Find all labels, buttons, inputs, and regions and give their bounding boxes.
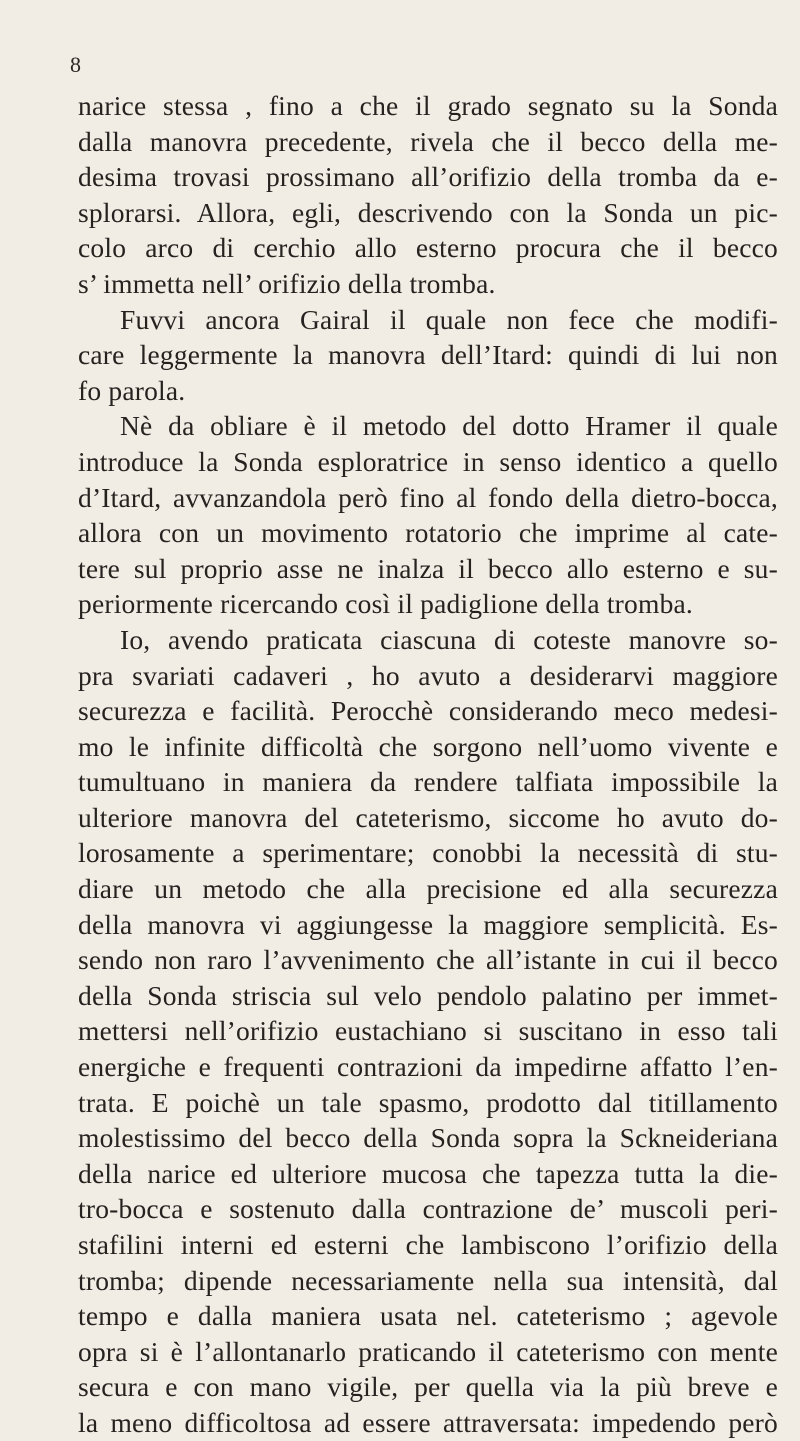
text-line: mettersi nell’orifizio eustachiano si suscitano in esso tali xyxy=(78,1015,778,1047)
text-line: Fuvvi ancora Gairal il quale non fece che modifi- xyxy=(120,303,778,335)
text-line: tromba; dipende necessariamente nella sua intensità, dal xyxy=(78,1264,778,1296)
text-line: narice stessa , fino a che il grado segnato su la Sonda xyxy=(78,90,778,121)
text-line: Io, avendo praticata ciascuna di coteste manovre so- xyxy=(120,623,778,655)
text-line: introduce la Sonda esploratrice in senso identico a quello xyxy=(78,445,778,477)
body-text xyxy=(78,88,778,1441)
text-line: splorarsi. Allora, egli, descrivendo con la Sonda un pic- xyxy=(78,196,778,228)
text-line: tere sul proprio asse ne inalza il becco allo esterno e su- xyxy=(78,552,778,584)
text-line: della manovra vi aggiungesse la maggiore semplicità. Es- xyxy=(78,908,778,940)
text-line: della narice ed ulteriore mucosa che tapezza tutta la die- xyxy=(78,1157,778,1189)
text-line: s’ immetta nell’ orifizio della tromba. xyxy=(78,267,496,299)
page-number: 8 xyxy=(70,52,81,77)
text-line: colo arco di cerchio allo esterno procura che il becco xyxy=(78,232,778,264)
text-line: sendo non raro l’avvenimento che all’istante in cui il becco xyxy=(78,944,778,976)
text-line: opra si è l’allontanarlo praticando il cateterismo con mente xyxy=(78,1335,778,1367)
text-line: trata. E poichè un tale spasmo, prodotto dal titillamento xyxy=(78,1086,778,1118)
text-line: care leggermente la manovra dell’Itard: quindi di lui non xyxy=(78,339,778,371)
text-line: Nè da obliare è il metodo del dotto Hramer il quale xyxy=(120,410,778,442)
text-line: della Sonda striscia sul velo pendolo palatino per immet- xyxy=(78,979,778,1011)
text-line: periormente ricercando così il padiglione della tromba. xyxy=(78,588,694,620)
text-line: la meno difficoltosa ad essere attraversata: impedendo però xyxy=(78,1406,778,1438)
text-line: fo parola. xyxy=(78,374,186,406)
text-line: secura e con mano vigile, per quella via la più breve e xyxy=(78,1371,778,1403)
text-line: energiche e frequenti contrazioni da impedirne affatto l’en- xyxy=(78,1051,778,1083)
text-line: lorosamente a sperimentare; conobbi la necessità di stu- xyxy=(78,837,778,869)
text-line: ulteriore manovra del cateterismo, siccome ho avuto do- xyxy=(78,801,778,833)
text-line: allora con un movimento rotatorio che imprime al cate- xyxy=(78,517,778,549)
text-line: d’Itard, avvanzandola però fino al fondo della dietro-bocca, xyxy=(78,481,778,513)
text-line: mo le infinite difficoltà che sorgono nell’uomo vivente e xyxy=(78,730,778,762)
text-line: stafilini interni ed esterni che lambiscono l’orifizio della xyxy=(78,1229,778,1260)
text-line: securezza e facilità. Perocchè considerando meco medesi- xyxy=(78,695,778,727)
text-line: tempo e dalla maniera usata nel. cateterismo ; agevole xyxy=(78,1300,778,1332)
text-line: desima trovasi prossimano all’orifizio della tromba da e- xyxy=(78,161,778,193)
text-line: tumultuano in maniera da rendere talfiata impossibile la xyxy=(78,766,778,798)
text-line: tro-bocca e sostenuto dalla contrazione de’ muscoli peri- xyxy=(78,1193,778,1225)
text-line: pra svariati cadaveri , ho avuto a desiderarvi maggiore xyxy=(78,659,778,691)
text-line: molestissimo del becco della Sonda sopra la Sckneideriana xyxy=(78,1122,778,1154)
text-line: diare un metodo che alla precisione ed alla securezza xyxy=(78,873,778,905)
text-line: dalla manovra precedente, rivela che il becco della me- xyxy=(78,125,778,157)
